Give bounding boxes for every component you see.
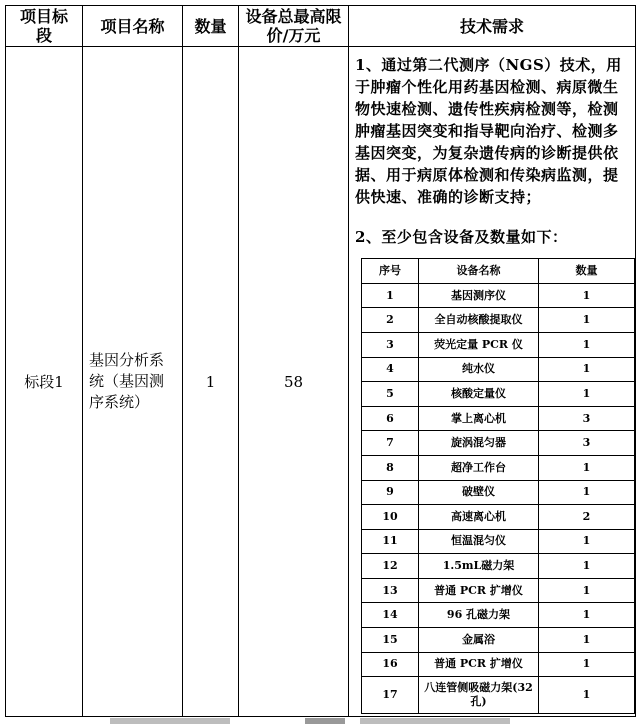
equipment-row [362,677,635,714]
equipment-no-cell: 16 [362,652,419,677]
equipment-no-cell: 7 [362,431,419,456]
tech-requirements-cell [349,47,636,717]
equipment-qty-cell: 3 [539,406,635,431]
equipment-row [362,652,635,677]
equipment-no-cell: 5 [362,382,419,407]
equipment-row [362,357,635,382]
equipment-name-cell: 纯水仪 [419,357,539,382]
equipment-table [361,258,635,715]
equipment-no-cell: 12 [362,554,419,579]
equipment-row [362,529,635,554]
equipment-no-cell: 17 [362,677,419,714]
requirement-paragraph-1: 1、通过第二代测序（NGS）技术，用于肿瘤个性化用药基因检测、病原微生物快速检测、遗传性疾病检测等，检测肿瘤基因突变和指导靶向治疗、检测多基因突变，为复杂遗传病的诊断提供依据、用于病原体检测和传染病监测，提供快速、准确的诊断支持； [355,55,622,206]
header-name: 项目名称 [83,6,183,47]
header-qty: 数量 [183,6,239,47]
equipment-no-cell: 8 [362,455,419,480]
equipment-qty-cell: 1 [539,308,635,333]
header-tech: 技术需求 [349,6,636,47]
equipment-row [362,554,635,579]
equipment-no-cell: 15 [362,628,419,653]
equipment-no-cell: 10 [362,505,419,530]
equipment-no-cell: 11 [362,529,419,554]
equipment-no-cell: 2 [362,308,419,333]
equipment-row [362,578,635,603]
equipment-qty-cell: 1 [539,603,635,628]
equipment-no-cell: 13 [362,578,419,603]
equipment-no-cell: 14 [362,603,419,628]
project-name-cell: 基因分析系统（基因测序系统） [83,47,183,717]
equipment-row [362,406,635,431]
equipment-row [362,455,635,480]
next-line-fragment [0,718,644,724]
equipment-header-row [362,258,635,283]
equipment-header-no: 序号 [362,258,419,283]
equipment-qty-cell: 1 [539,382,635,407]
header-row [6,6,636,47]
equipment-name-cell: 普通 PCR 扩增仪 [419,578,539,603]
equipment-name-cell: 普通 PCR 扩增仪 [419,652,539,677]
equipment-qty-cell: 1 [539,357,635,382]
equipment-qty-cell: 1 [539,455,635,480]
equipment-name-cell: 八连管侧吸磁力架(32孔) [419,677,539,714]
equipment-name-cell: 破壁仪 [419,480,539,505]
header-price: 设备总最高限价/万元 [239,6,349,47]
equipment-qty-cell: 1 [539,554,635,579]
equipment-no-cell: 3 [362,332,419,357]
qty-cell: 1 [183,47,239,717]
equipment-row [362,431,635,456]
equipment-name-cell: 掌上离心机 [419,406,539,431]
equipment-name-cell: 超净工作台 [419,455,539,480]
equipment-row [362,332,635,357]
header-section: 项目标段 [6,6,83,47]
equipment-qty-cell: 1 [539,529,635,554]
equipment-row [362,505,635,530]
equipment-name-cell: 恒温混匀仪 [419,529,539,554]
equipment-name-cell: 核酸定量仪 [419,382,539,407]
equipment-name-cell: 金属浴 [419,628,539,653]
price-cell: 58 [239,47,349,717]
equipment-qty-cell: 1 [539,283,635,308]
equipment-qty-cell: 1 [539,628,635,653]
equipment-no-cell: 9 [362,480,419,505]
equipment-name-cell: 高速离心机 [419,505,539,530]
requirement-paragraph-2: 2、至少包含设备及数量如下： [355,227,568,246]
equipment-name-cell: 96 孔磁力架 [419,603,539,628]
equipment-qty-cell: 1 [539,652,635,677]
equipment-row [362,283,635,308]
equipment-qty-cell: 1 [539,677,635,714]
equipment-row [362,628,635,653]
equipment-qty-cell: 1 [539,480,635,505]
section-cell: 标段1 [6,47,83,717]
equipment-name-cell: 全自动核酸提取仪 [419,308,539,333]
equipment-name-cell: 基因测序仪 [419,283,539,308]
equipment-qty-cell: 3 [539,431,635,456]
procurement-table [5,5,636,717]
equipment-no-cell: 4 [362,357,419,382]
equipment-header-qty: 数量 [539,258,635,283]
equipment-row [362,603,635,628]
equipment-header-name: 设备名称 [419,258,539,283]
equipment-no-cell: 1 [362,283,419,308]
equipment-name-cell: 荧光定量 PCR 仪 [419,332,539,357]
equipment-row [362,308,635,333]
equipment-qty-cell: 1 [539,578,635,603]
equipment-row [362,480,635,505]
equipment-no-cell: 6 [362,406,419,431]
equipment-qty-cell: 1 [539,332,635,357]
equipment-name-cell: 旋涡混匀器 [419,431,539,456]
equipment-row [362,382,635,407]
equipment-qty-cell: 2 [539,505,635,530]
table-row [6,47,636,717]
equipment-name-cell: 1.5mL磁力架 [419,554,539,579]
